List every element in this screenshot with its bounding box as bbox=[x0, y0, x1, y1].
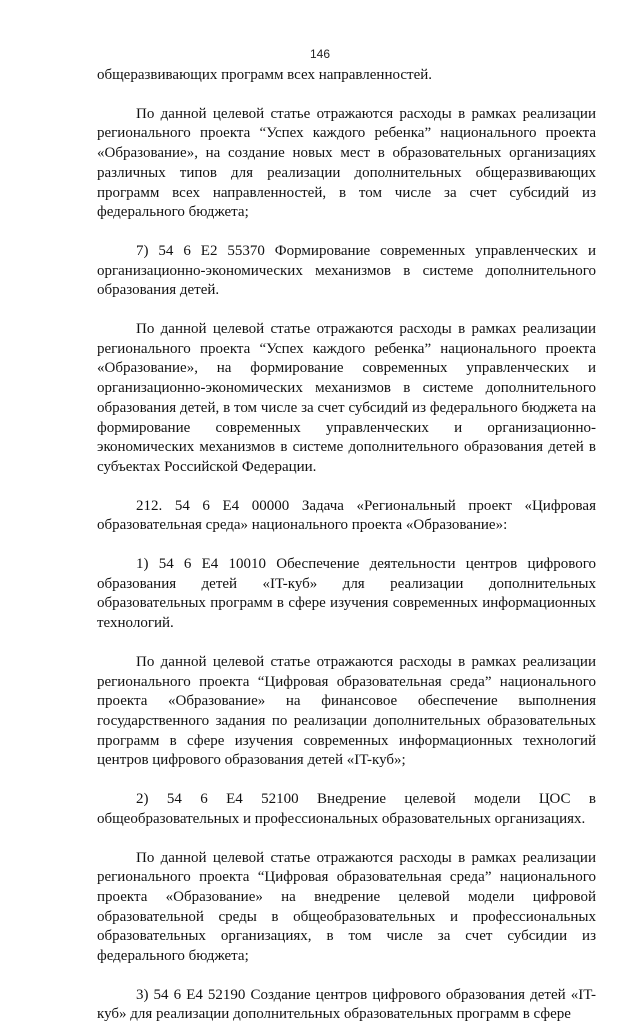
paragraph-continuation: общеразвивающих программ всех направленностей. bbox=[97, 67, 433, 83]
paragraph: По данной целевой статье отражаются расходы в рамках реализации регионального проекта “Успех каждого ребенка” национального проекта «Образование», на формирование современных управленческих и организационно-экономических механизмов в системе дополнительного образования детей, в том числе за счет субсидий из федерального бюджета на формирование современных управленческих и организационно-экономических механизмов в системе дополнительного образования детей в субъектах Российской Федерации. bbox=[97, 321, 596, 475]
paragraph-item: 7) 54 6 Е2 55370 Формирование современных управленческих и организационно-экономических механизмов в системе дополнительного образования детей. bbox=[97, 242, 596, 299]
paragraph: По данной целевой статье отражаются расходы в рамках реализации регионального проекта “Успех каждого ребенка” национального проекта «Образование», на создание новых мест в образовательных организациях различных типов для реализации дополнительных общеразвивающих программ всех направленностей, в том числе за счет субсидий из федерального бюджета; bbox=[97, 105, 596, 221]
paragraph-item: 1) 54 6 Е4 10010 Обеспечение деятельности центров цифрового образования детей «IT-куб» для реализации дополнительных образовательных программ в сфере изучения современных информационных технологий. bbox=[97, 556, 596, 632]
paragraph: По данной целевой статье отражаются расходы в рамках реализации регионального проекта “Цифровая образовательная среда” национального проекта «Образование» на финансовое обеспечение выполнения государственного задания по реализации дополнительных образовательных программ в сфере изучения современных информационных технологий центров цифрового образования детей «IT-куб»; bbox=[97, 653, 596, 769]
document-body bbox=[97, 66, 596, 1025]
paragraph-item: 2) 54 6 Е4 52100 Внедрение целевой модели ЦОС в общеобразовательных и профессиональных образовательных организациях. bbox=[97, 791, 596, 827]
paragraph-section: 212. 54 6 Е4 00000 Задача «Региональный проект «Цифровая образовательная среда» национального проекта «Образование»: bbox=[97, 497, 596, 534]
paragraph-item: 3) 54 6 Е4 52190 Создание центров цифрового образования детей «IT-куб» для реализации дополнительных образовательных программ в сфере bbox=[97, 986, 596, 1023]
page-number: 146 bbox=[309, 47, 331, 61]
paragraph: По данной целевой статье отражаются расходы в рамках реализации регионального проекта “Цифровая образовательная среда” национального проекта «Образование» на внедрение целевой модели цифровой образовательной среды в общеобразовательных и профессиональных образовательных организациях, в том числе за счет субсидии из федерального бюджета; bbox=[97, 849, 596, 965]
